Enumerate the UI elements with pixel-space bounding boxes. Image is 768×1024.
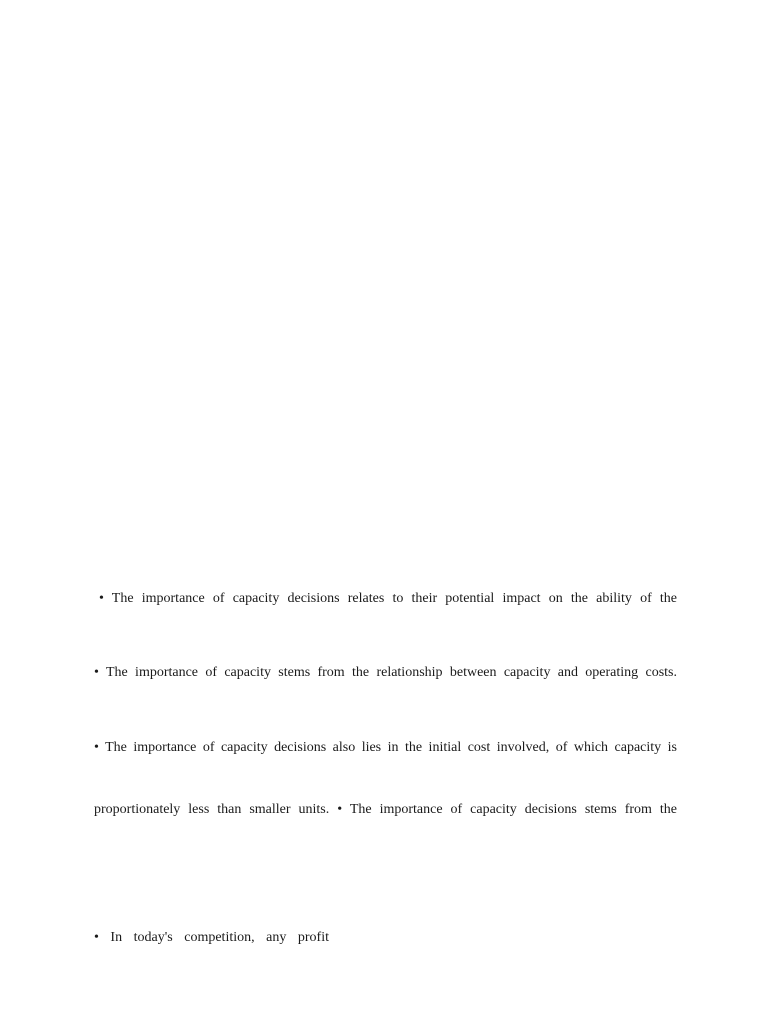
paragraph-line-4: proportionately less than smaller units. • The importance of capacity decisions stems from the [94,802,677,817]
paragraph-line-5: • In today's competition, any profit [94,930,329,945]
paragraph-line-3: • The importance of capacity decisions also lies in the initial cost involved, of which capacity is [94,740,677,755]
paragraph-line-2: • The importance of capacity stems from the relationship between capacity and operating costs. [94,665,677,680]
paragraph-line-1: • The importance of capacity decisions relates to their potential impact on the ability of the [99,591,677,606]
